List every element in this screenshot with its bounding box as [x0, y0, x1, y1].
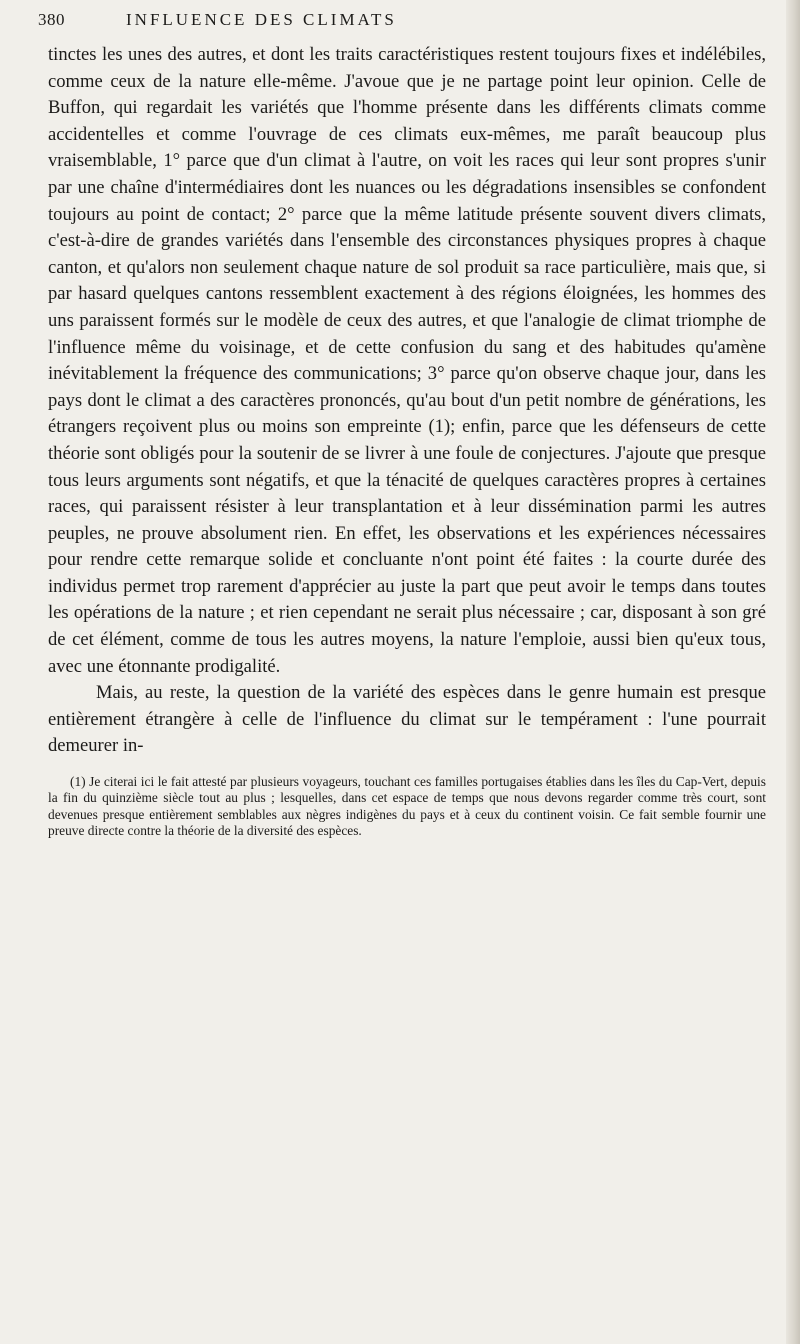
main-text: [48, 42, 766, 760]
footnote: (1) Je citerai ici le fait attesté par plusieurs voyageurs, touchant ces familles portugaises établies dans les îles du Cap-Vert, depuis la fin du quinzième siècle tout au plus ; lesquelles, dans cet espace de temps que nous devons regarder comme très court, sont devenues presque entièrement semblables aux nègres indigènes du pays et à ceux du continent voisin. Ce fait semble fournir une preuve directe contre la théorie de la diversité des espèces.: [48, 774, 766, 839]
running-head: [38, 10, 766, 36]
paragraph-1: tinctes les unes des autres, et dont les traits caractéristiques restent toujours fixes et indélébiles, comme ceux de la nature elle-même. J'avoue que je ne partage point leur opinion. Celle de Buffon, qui regardait les variétés que l'homme présente dans les différents climats comme accidentelles et comme l'ouvrage de ces climats eux-mêmes, me paraît beaucoup plus vraisemblable, 1° parce que d'un climat à l'autre, on voit les races qui leur sont propres s'unir par une chaîne d'intermédiaires dont les nuances ou les dégradations insensibles se confondent toujours au point de contact; 2° parce que la même latitude présente souvent divers climats, c'est-à-dire de grandes variétés dans l'ensemble des circonstances physiques propres à chaque canton, et qu'alors non seulement chaque nature de sol produit sa race particulière, mais que, si par hasard quelques cantons ressemblent exactement à des régions éloignées, les hommes des uns paraissent formés sur le modèle de ceux des autres, et que l'analogie de climat triomphe de l'influence même du voisinage, et de cette confusion du sang et des habitudes qu'amène inévitablement la fréquence des communications; 3° parce qu'on observe chaque jour, dans les pays dont le climat a des caractères prononcés, qu'au bout d'un petit nombre de générations, les étrangers reçoivent plus ou moins son empreinte (1); enfin, parce que les défenseurs de cette théorie sont obligés pour la soutenir de se livrer à une foule de conjectures. J'ajoute que presque tous leurs arguments sont négatifs, et que la ténacité de quelques caractères propres à certaines races, qui paraissent résister à leur transplantation et à leur dissémination parmi les autres peuples, ne prouve absolument rien. En effet, les observations et les expériences nécessaires pour rendre cette remarque solide et concluante n'ont point été faites : la courte durée des individus permet trop rarement d'apprécier au juste la part que peut avoir le temps dans toutes les opérations de la nature ; et rien cependant ne serait plus nécessaire ; car, disposant à son gré de cet élément, comme de tous les autres moyens, la nature l'emploie, aussi bien qu'eux tous, avec une étonnante prodigalité.: [48, 44, 766, 677]
paragraph-2: Mais, au reste, la question de la variété des espèces dans le genre humain est presque entièrement étrangère à celle de l'influence du climat sur le tempérament : l'une pourrait demeurer in-: [48, 682, 766, 757]
running-title: INFLUENCE DES CLIMATS: [126, 10, 397, 29]
page-number: 380: [38, 10, 65, 29]
page-spine-edge: [786, 0, 800, 1344]
